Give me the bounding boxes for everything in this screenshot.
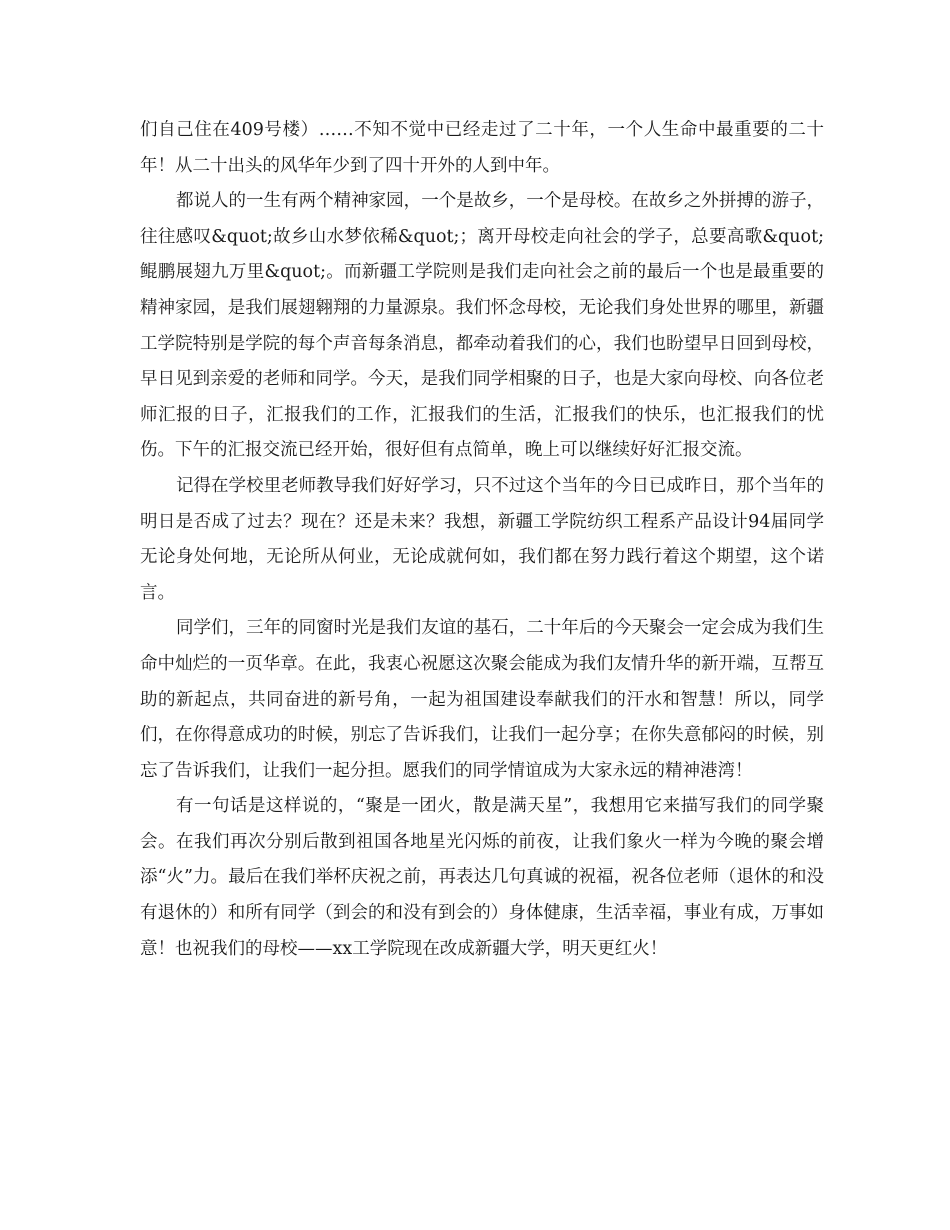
paragraph-closing-blessing: 有一句话是这样说的，“聚是一团火，散是满天星”，我想用它来描写我们的同学聚会。在我们再次分别后散到祖国各地星光闪烁的前夜，让我们象火一样为今晚的聚会增添“火”力。最后在我们举杯庆祝之前，再表达几句真诚的祝福，祝各位老师（退休的和没有退休的）和所有同学（到会的和没有到会的）身体健康，生活幸福，事业有成，万事如意！也祝我们的母校——xx工学院现在改成新疆大学，明天更红火！ <box>140 796 824 959</box>
paragraph-classmates-wishes: 同学们，三年的同窗时光是我们友谊的基石，二十年后的今天聚会一定会成为我们生命中灿烂的一页华章。在此，我衷心祝愿这次聚会能成为我们友情升华的新开端，互帮互助的新起点，共同奋进的新号角，一起为祖国建设奉献我们的汗水和智慧！所以，同学们，在你得意成功的时候，别忘了告诉我们，让我们一起分享；在你失意郁闷的时候，别忘了告诉我们，让我们一起分担。愿我们的同学情谊成为大家永远的精神港湾！ <box>140 618 824 781</box>
paragraph-teachers-guidance: 记得在学校里老师教导我们好好学习，只不过这个当年的今日已成昨日，那个当年的明日是否成了过去？现在？还是未来？我想，新疆工学院纺织工程系产品设计94届同学无论身处何地，无论所从何业，无论成就何如，我们都在努力践行着这个期望，这个诺言。 <box>140 475 824 603</box>
paragraph-spiritual-homes: 都说人的一生有两个精神家园，一个是故乡，一个是母校。在故乡之外拼搏的游子，往往感叹&quot;故乡山水梦依稀&quot;；离开母校走向社会的学子，总要高歌&quot;鲲鹏展翅九万里&quot;。而新疆工学院则是我们走向社会之前的最后一个也是最重要的精神家园，是我们展翅翱翔的力量源泉。我们怀念母校，无论我们身处世界的哪里，新疆工学院特别是学院的每个声音每条消息，都牵动着我们的心，我们也盼望早日回到母校，早日见到亲爱的老师和同学。今天，是我们同学相聚的日子，也是大家向母校、向各位老师汇报的日子，汇报我们的工作，汇报我们的生活，汇报我们的快乐，也汇报我们的忧伤。下午的汇报交流已经开始，很好但有点简单，晚上可以继续好好汇报交流。 <box>140 191 824 461</box>
paragraph-continued: 们自己住在409号楼）……不知不觉中已经走过了二十年，一个人生命中最重要的二十年！从二十出头的风华年少到了四十开外的人到中年。 <box>140 120 824 176</box>
